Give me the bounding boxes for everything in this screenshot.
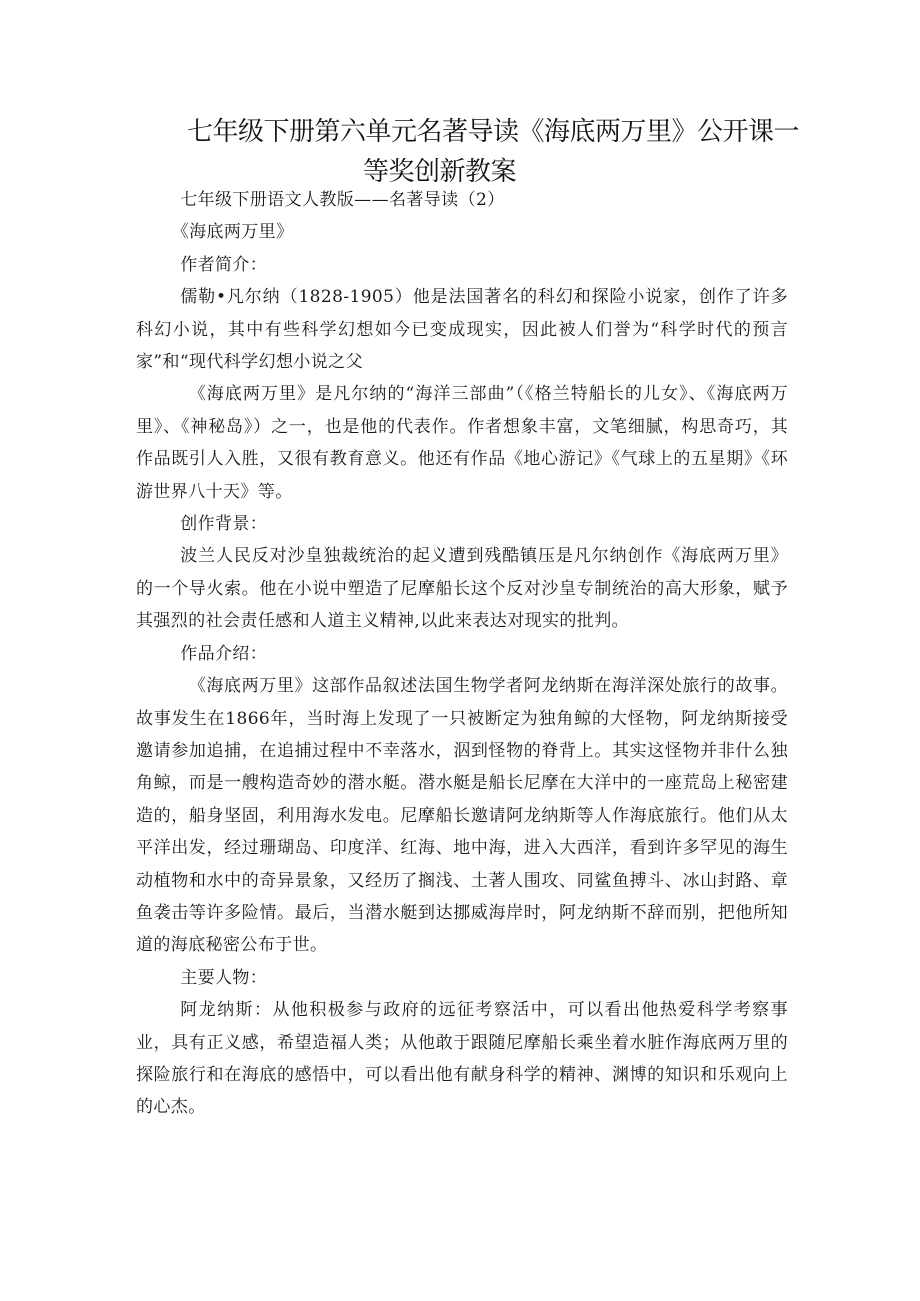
title-line-1: 七年级下册第六单元名著导读《海底两万里》公开课一 xyxy=(187,117,800,147)
characters-paragraph: 阿龙纳斯：从他积极参与政府的远征考察活中，可以看出他热爱科学考察事业，具有正义感，希望造福人类；从他敢于跟随尼摩船长乘坐着水脏作海底两万里的探险旅行和在海底的感悟中，可以看出他有献身科学的精神、渊博的知识和乐观向上的心杰。 xyxy=(136,1000,788,1118)
book-title: 《海底两万里》 xyxy=(171,222,294,243)
intro-paragraph: 《海底两万里》这部作品叙述法国生物学者阿龙纳斯在海洋深处旅行的故事。故事发生在1866年，当时海上发现了一只被断定为独角鲸的大怪物，阿龙纳斯接受邀请参加追捕，在追捕过程中不幸落水，泅到怪物的脊背上。其实这怪物并非什么独角鲸，而是一艘构造奇妙的潜水艇。潜水艇是船长尼摩在大洋中的一座荒岛上秘密建造的，船身坚固，利用海水发电。尼摩船长邀请阿龙纳斯等人作海底旅行。他们从太平洋出发，经过珊瑚岛、印度洋、红海、地中海，进入大西洋，看到许多罕见的海生动植物和水中的奇异景象，又经历了搁浅、土著人围攻、同鲨鱼搏斗、冰山封路、章鱼袭击等许多险情。最后，当潜水艇到达挪威海岸时，阿龙纳斯不辞而别，把他所知道的海底秘密公布于世。 xyxy=(136,676,788,956)
intro-heading: 作品介绍： xyxy=(180,643,268,664)
title-line-2: 等奖创新教案 xyxy=(363,157,517,187)
characters-heading: 主要人物： xyxy=(180,967,268,988)
author-paragraph-1: 儒勒•凡尔纳（1828-1905）他是法国著名的科幻和探险小说家，创作了许多科幻小说，其中有些科学幻想如今已变成现实，因此被人们誉为“科学时代的预言家”和“现代科学幻想小说之父 xyxy=(136,287,788,373)
author-heading: 作者简介： xyxy=(180,254,268,275)
author-paragraph-2: 《海底两万里》是凡尔纳的“海洋三部曲”（《格兰特船长的儿女》、《海底两万里》、《神秘岛》）之一，也是他的代表作。作者想象丰富，文笔细腻，构思奇巧，其作品既引人入胜，又很有教育意义。他还有作品《地心游记》《气球上的五星期》《环游世界八十天》等。 xyxy=(136,384,788,502)
background-paragraph: 波兰人民反对沙皇独裁统治的起义遭到残酷镇压是凡尔纳创作《海底两万里》的一个导火索。他在小说中塑造了尼摩船长这个反对沙皇专制统治的高大形象，赋予其强烈的社会责任感和人道主义精神,以此来表达对现实的批判。 xyxy=(136,546,788,632)
subtitle: 七年级下册语文人教版——名著导读（2） xyxy=(180,190,505,210)
background-heading: 创作背景： xyxy=(180,514,268,535)
document-body xyxy=(136,184,788,1124)
